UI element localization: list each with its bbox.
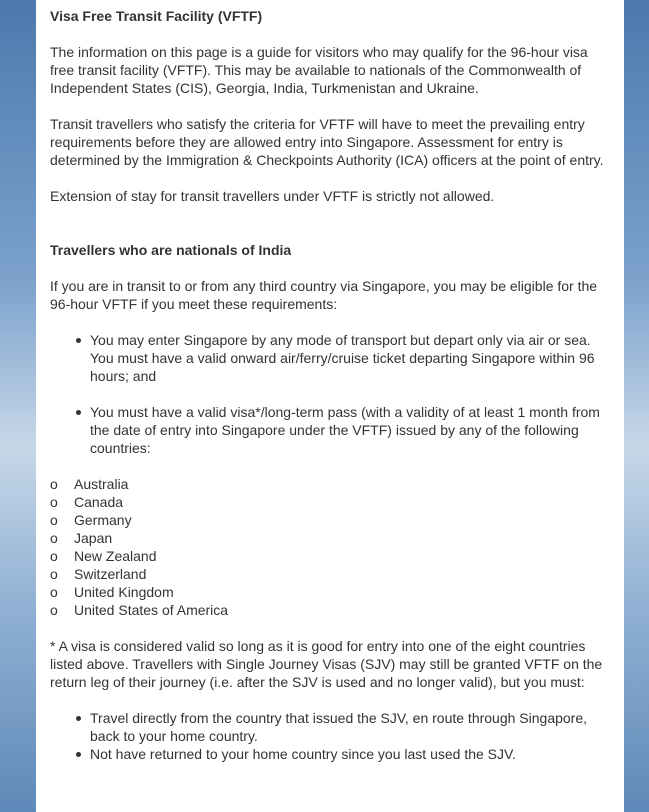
list-marker: o (50, 494, 58, 510)
list-item: You must have a valid visa*/long-term pass (with a validity of at least 1 month from the date of entry into Singapore under the VFTF) issued by any of the following countries: (50, 403, 612, 457)
content-panel (36, 0, 624, 812)
paragraph-extension: Extension of stay for transit travellers under VFTF is strictly not allowed. (50, 188, 495, 204)
list-marker: o (50, 584, 58, 600)
list-item: You may enter Singapore by any mode of transport but depart only via air or sea. You must have a valid onward air/ferry/cruise ticket departing Singapore within 96 hours; and (50, 331, 612, 385)
paragraph-intro: The information on this page is a guide for visitors who may qualify for the 96-hour visa free transit facility (VFTF). This may be available to nationals of the Commonwealth of Independent States (CIS), Georgia, India, Turkmenistan and Ukraine. (50, 44, 588, 96)
country-name: United Kingdom (74, 584, 174, 600)
list-marker: o (50, 602, 58, 618)
list-marker: o (50, 530, 58, 546)
list-marker: o (50, 548, 58, 564)
list-item (50, 511, 612, 529)
article-content (50, 7, 612, 763)
section-title-india: Travellers who are nationals of India (50, 242, 292, 258)
country-name: Canada (74, 494, 124, 510)
list-item (50, 493, 612, 511)
list-item: Travel directly from the country that issued the SJV, en route through Singapore, back to your home country. (50, 709, 612, 745)
sjv-conditions-list (50, 709, 612, 763)
country-name: Australia (74, 476, 129, 492)
country-name: United States of America (74, 602, 229, 618)
country-list (50, 475, 612, 619)
paragraph-footnote: * A visa is considered valid so long as it is good for entry into one of the eight countries listed above. Travellers with Single Journey Visas (SJV) may still be granted VFTF on the return leg of their journey (i.e. after the SJV is used and no longer valid), but you must: (50, 638, 603, 690)
list-marker: o (50, 512, 58, 528)
list-marker: o (50, 566, 58, 582)
list-marker: o (50, 476, 58, 492)
list-item (50, 601, 612, 619)
country-name: Japan (74, 530, 113, 546)
country-name: New Zealand (74, 548, 157, 564)
background-right (624, 0, 649, 812)
country-name: Germany (74, 512, 132, 528)
country-name: Switzerland (74, 566, 147, 582)
background-left (0, 0, 36, 812)
list-item (50, 565, 612, 583)
list-item (50, 529, 612, 547)
list-item (50, 583, 612, 601)
requirements-list-2 (50, 403, 612, 457)
list-item: Not have returned to your home country since you last used the SJV. (50, 745, 612, 763)
list-item (50, 475, 612, 493)
list-item (50, 547, 612, 565)
requirements-list (50, 331, 612, 385)
paragraph-entry-requirements: Transit travellers who satisfy the criteria for VFTF will have to meet the prevailing entry requirements before they are allowed entry into Singapore. Assessment for entry is determined by the Immigration & Checkpoints Authority (ICA) officers at the point of entry. (50, 116, 604, 168)
paragraph-india-intro: If you are in transit to or from any third country via Singapore, you may be eligible for the 96-hour VFTF if you meet these requirements: (50, 278, 598, 312)
section-title-vftf: Visa Free Transit Facility (VFTF) (50, 8, 263, 24)
